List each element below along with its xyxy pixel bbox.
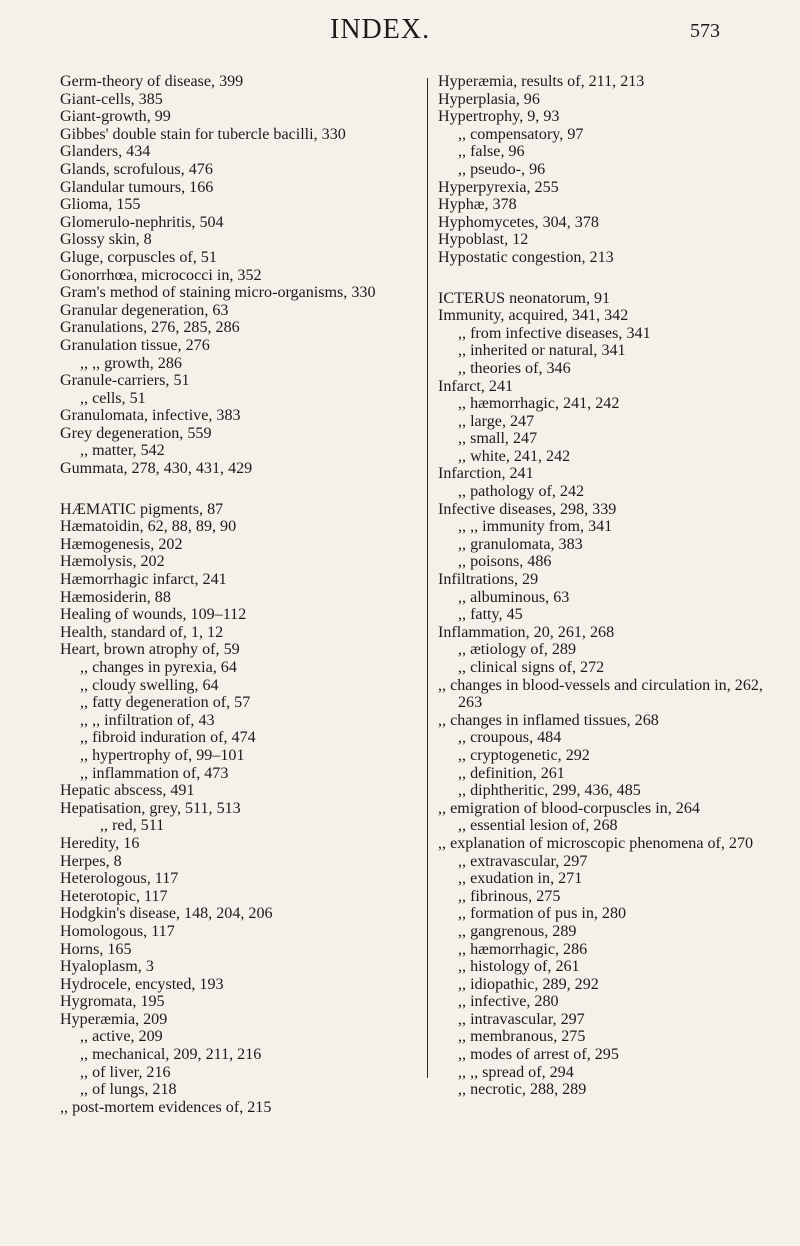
index-subentry: ,, false, 96 [458, 143, 525, 161]
index-subentry: ,, from infective diseases, 341 [458, 324, 651, 342]
index-subentry: ,, red, 511 [100, 817, 165, 835]
index-subentry: ,, modes of arrest of, 295 [458, 1046, 619, 1064]
index-entry: Hodgkin's disease, 148, 204, 206 [60, 905, 273, 923]
index-subentry: ,, hæmorrhagic, 286 [458, 940, 588, 958]
index-entry: Grey degeneration, 559 [60, 424, 212, 442]
index-subentry: ,, membranous, 275 [458, 1028, 586, 1046]
index-subentry: ,, mechanical, 209, 211, 216 [80, 1046, 262, 1064]
index-entry: Glioma, 155 [60, 196, 141, 214]
index-subentry: ,, large, 247 [458, 412, 535, 430]
index-entry: Hæmatoidin, 62, 88, 89, 90 [60, 518, 237, 536]
index-subentry: ,, emigration of blood-corpuscles in, 264 [438, 799, 700, 817]
index-entry: Infarct, 241 [438, 377, 514, 395]
index-subentry: ,, essential lesion of, 268 [458, 817, 618, 835]
index-subentry: ,, post-mortem evidences of, 215 [60, 1098, 272, 1116]
index-entry: Granulomata, infective, 383 [60, 407, 241, 425]
index-entry: Health, standard of, 1, 12 [60, 623, 224, 641]
section-gap [60, 478, 400, 501]
index-entry: Glomerulo-nephritis, 504 [60, 213, 224, 231]
index-subentry: ,, fatty, 45 [458, 606, 523, 624]
index-subentry: ,, fatty degeneration of, 57 [80, 694, 251, 712]
index-subentry: ,, fibrinous, 275 [458, 887, 561, 905]
index-entry: Hæmosiderin, 88 [60, 588, 171, 606]
index-entry: HÆMATIC pigments, 87 [60, 500, 224, 518]
index-entry: Gram's method of staining micro-organisms, 330 [60, 284, 376, 302]
index-subentry: ,, clinical signs of, 272 [458, 659, 605, 676]
index-subentry: ,, poisons, 486 [458, 553, 552, 571]
index-entry: Gummata, 278, 430, 431, 429 [60, 460, 253, 478]
index-entry: Hyphomycetes, 304, 378 [438, 213, 599, 231]
index-entry: Hepatisation, grey, 511, 513 [60, 799, 241, 817]
column-divider [427, 78, 428, 1078]
index-entry: Hyperpyrexia, 255 [438, 178, 559, 196]
index-entry: Granular degeneration, 63 [60, 301, 229, 319]
index-subentry: ,, definition, 261 [458, 764, 565, 782]
index-subentry: ,, ,, infiltration of, 43 [80, 711, 215, 729]
index-entry: Herpes, 8 [60, 852, 122, 870]
index-entry: Glanders, 434 [60, 143, 151, 161]
index-subentry: ,, pathology of, 242 [458, 483, 585, 501]
index-entry: Infiltrations, 29 [438, 571, 539, 589]
index-subentry: ,, idiopathic, 289, 292 [458, 975, 599, 993]
index-subentry: ,, ,, immunity from, 341 [458, 518, 613, 536]
index-column-left [60, 73, 400, 1116]
index-entry: Glands, scrofulous, 476 [60, 160, 213, 178]
index-subentry: ,, inflammation of, 473 [80, 764, 229, 782]
index-entry: Hæmorrhagic infarct, 241 [60, 571, 227, 589]
index-subentry: ,, white, 241, 242 [458, 447, 571, 465]
index-subentry: ,, intravascular, 297 [458, 1010, 585, 1028]
index-subentry: ,, extravascular, 297 [458, 852, 588, 870]
index-subentry: ,, changes in inflamed tissues, 268 [438, 711, 659, 729]
index-entry: ICTERUS neonatorum, 91 [438, 289, 611, 307]
index-subentry: ,, exudation in, 271 [458, 870, 583, 888]
section-gap [438, 267, 778, 290]
index-entry: Germ-theory of disease, 399 [60, 73, 244, 90]
index-subentry: ,, hæmorrhagic, 241, 242 [458, 395, 620, 413]
index-subentry: ,, active, 209 [80, 1028, 163, 1046]
index-subentry: ,, formation of pus in, 280 [458, 905, 627, 923]
index-subentry: ,, cryptogenetic, 292 [458, 746, 590, 764]
index-entry: Hyphæ, 378 [438, 196, 517, 214]
index-entry: Granule-carriers, 51 [60, 372, 190, 390]
index-subentry: ,, compensatory, 97 [458, 125, 584, 143]
index-subentry: ,, theories of, 346 [458, 359, 571, 377]
page-number: 573 [690, 20, 720, 42]
index-subentry: ,, inherited or natural, 341 [458, 342, 626, 360]
index-subentry: ,, pseudo-, 96 [458, 160, 546, 178]
index-entry: Hypoblast, 12 [438, 231, 529, 249]
index-subentry: ,, croupous, 484 [458, 729, 562, 747]
index-subentry: ,, fibroid induration of, 474 [80, 729, 256, 747]
index-entry: Heterologous, 117 [60, 870, 179, 888]
index-entry: Horns, 165 [60, 940, 132, 958]
index-entry: Hyperplasia, 96 [438, 90, 540, 108]
index-entry: Hyaloplasm, 3 [60, 958, 154, 976]
index-entry: Hydrocele, encysted, 193 [60, 975, 224, 993]
index-subentry: ,, explanation of microscopic phenomena of, 270 [438, 834, 754, 852]
index-entry: Immunity, acquired, 341, 342 [438, 307, 629, 325]
index-subentry: ,, matter, 542 [80, 442, 165, 460]
index-subentry: ,, ,, growth, 286 [80, 354, 182, 372]
index-subentry: ,, ,, spread of, 294 [458, 1063, 574, 1081]
index-subentry: ,, small, 247 [458, 430, 538, 448]
index-entry: Glossy skin, 8 [60, 231, 152, 249]
index-subentry: ,, changes in pyrexia, 64 [80, 659, 237, 676]
index-subentry: ,, necrotic, 288, 289 [458, 1081, 587, 1099]
index-entry: Inflammation, 20, 261, 268 [438, 623, 615, 641]
index-entry: Granulations, 276, 285, 286 [60, 319, 240, 337]
index-subentry: ,, cloudy swelling, 64 [80, 676, 219, 694]
index-entry: Hyperæmia, 209 [60, 1010, 168, 1028]
index-subentry: ,, changes in blood-vessels and circulation in, 262, 263 [438, 676, 763, 712]
index-subentry: ,, albuminous, 63 [458, 588, 570, 606]
index-entry: Gluge, corpuscles of, 51 [60, 248, 217, 266]
index-subentry: ,, infective, 280 [458, 993, 559, 1011]
index-subentry: ,, of lungs, 218 [80, 1081, 177, 1099]
index-subentry: ,, hypertrophy of, 99–101 [80, 746, 245, 764]
page-header [0, 14, 800, 54]
index-column-right [438, 73, 778, 1099]
index-subentry: ,, histology of, 261 [458, 958, 580, 976]
index-entry: Heterotopic, 117 [60, 887, 168, 905]
index-entry: Hypostatic congestion, 213 [438, 248, 614, 266]
index-entry: Heredity, 16 [60, 834, 140, 852]
index-entry: Hæmolysis, 202 [60, 553, 165, 571]
index-entry: Hyperæmia, results of, 211, 213 [438, 73, 645, 90]
index-subentry: ,, granulomata, 383 [458, 535, 583, 553]
index-entry: Hæmogenesis, 202 [60, 535, 183, 553]
index-entry: Hepatic abscess, 491 [60, 782, 195, 800]
index-entry: Heart, brown atrophy of, 59 [60, 641, 240, 659]
index-entry: Granulation tissue, 276 [60, 336, 210, 354]
page-title: INDEX. [330, 14, 431, 45]
index-entry: Gibbes' double stain for tubercle bacilli, 330 [60, 125, 346, 143]
index-subentry: ,, ætiology of, 289 [458, 641, 577, 659]
index-entry: Infective diseases, 298, 339 [438, 500, 617, 518]
index-entry: Infarction, 241 [438, 465, 534, 483]
index-subentry: ,, cells, 51 [80, 389, 146, 407]
index-subentry: ,, gangrenous, 289 [458, 922, 577, 940]
index-entry: Giant-growth, 99 [60, 108, 171, 126]
index-subentry: ,, diphtheritic, 299, 436, 485 [458, 782, 641, 800]
index-entry: Glandular tumours, 166 [60, 178, 214, 196]
index-entry: Homologous, 117 [60, 922, 175, 940]
index-entry: Hygromata, 195 [60, 993, 165, 1011]
index-subentry: ,, of liver, 216 [80, 1063, 171, 1081]
index-entry: Giant-cells, 385 [60, 90, 163, 108]
index-entry: Healing of wounds, 109–112 [60, 606, 247, 624]
index-entry: Hypertrophy, 9, 93 [438, 108, 560, 126]
index-entry: Gonorrhœa, micrococci in, 352 [60, 266, 262, 284]
